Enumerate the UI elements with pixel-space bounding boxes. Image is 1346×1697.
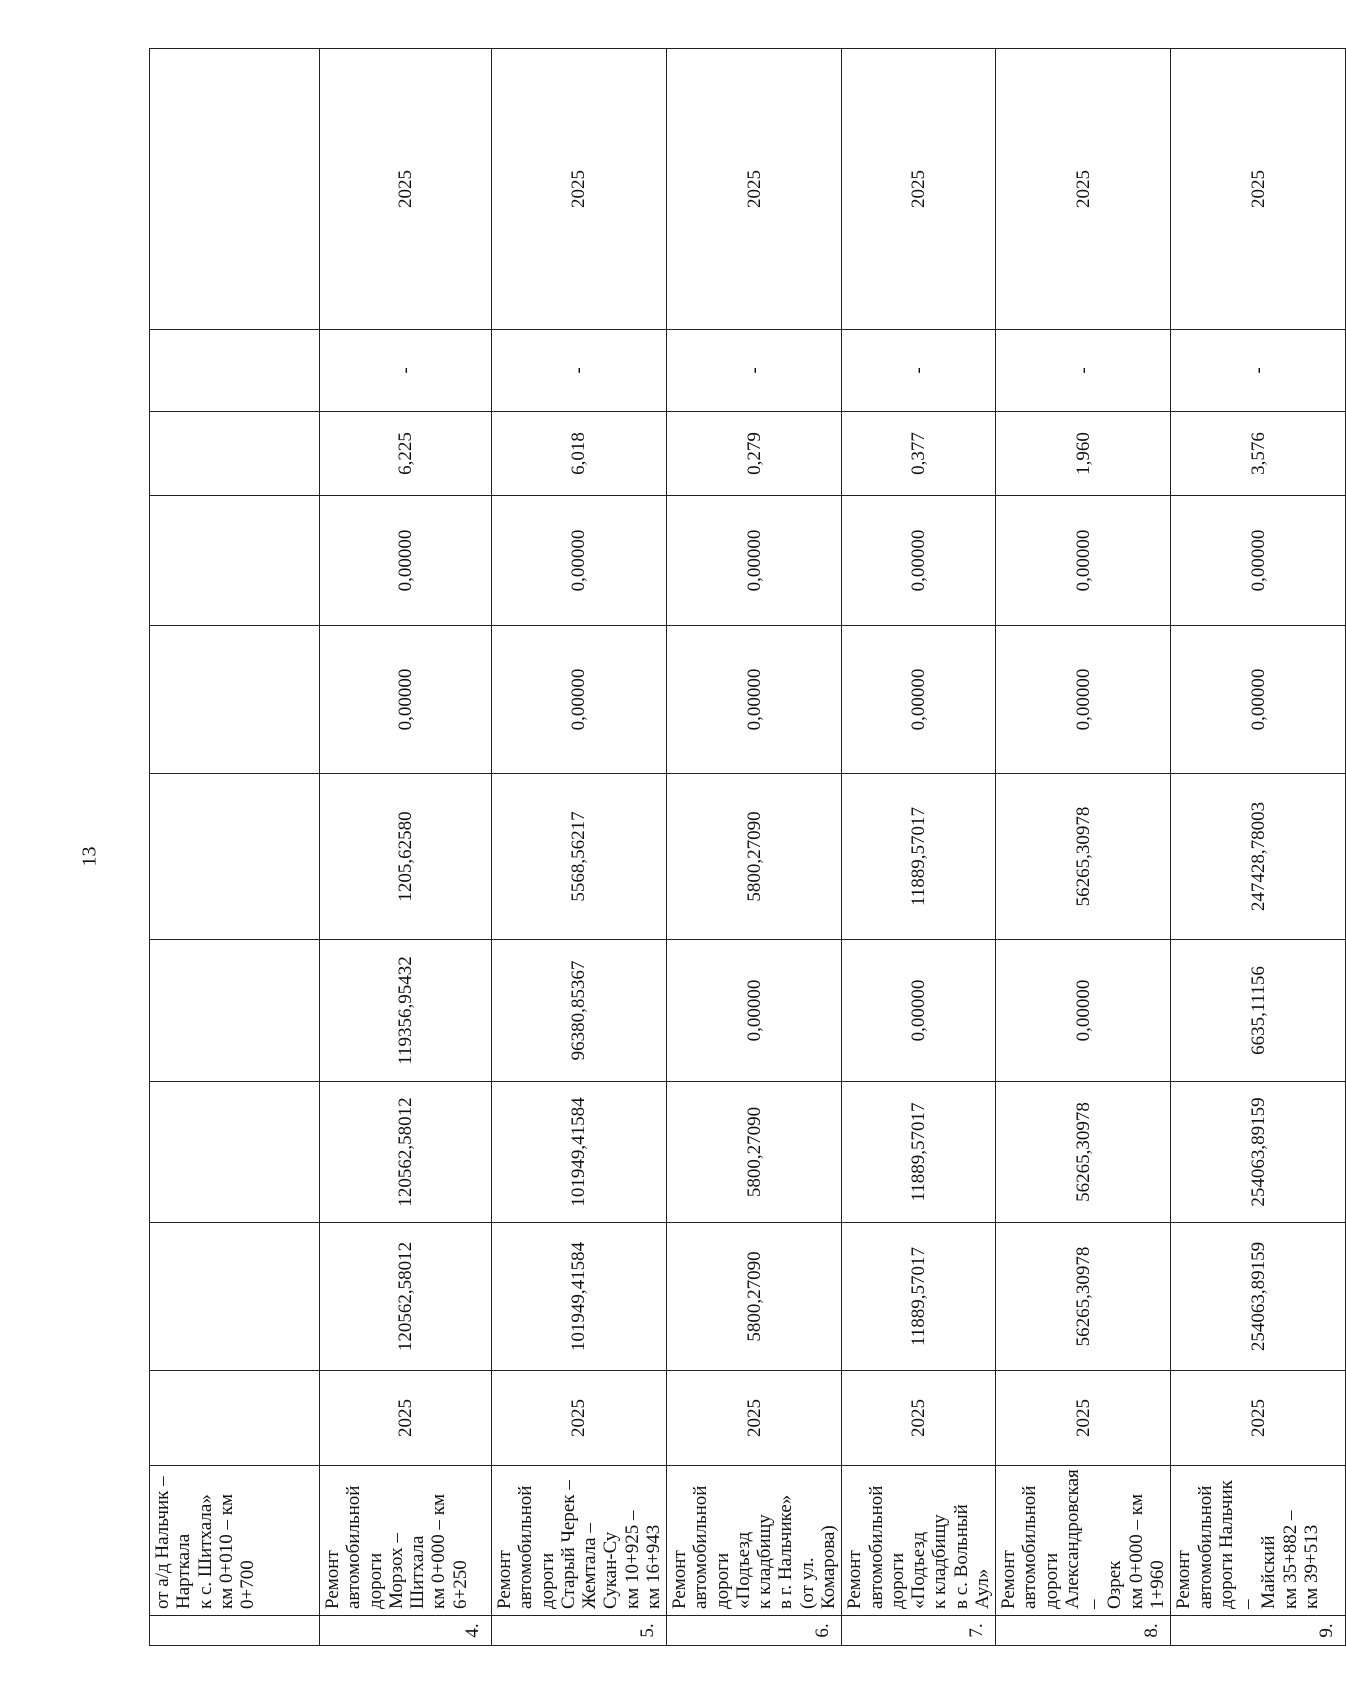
total-cost: 11889,57017 bbox=[842, 1223, 996, 1371]
row-index: 6. bbox=[667, 1616, 842, 1646]
regional-budget: 56265,30978 bbox=[996, 774, 1171, 940]
road-name-line: км 0+000 – км 1+960 bbox=[1125, 1494, 1168, 1609]
regional-budget: 1205,62580 bbox=[320, 774, 492, 940]
other-sources: 0,00000 bbox=[996, 496, 1171, 626]
start-year: 2025 bbox=[667, 1371, 842, 1466]
road-name-line: дороги bbox=[364, 1552, 386, 1609]
road-name-line: км 35+882 – bbox=[1279, 1510, 1301, 1609]
total-cost: 101949,41584 bbox=[492, 1223, 667, 1371]
federal-budget: 0,00000 bbox=[667, 940, 842, 1082]
road-name-line: в г. Нальчике» bbox=[775, 1494, 797, 1609]
table-row bbox=[667, 49, 842, 1646]
road-name-line: Ремонт bbox=[322, 1550, 343, 1609]
row-index: 8. bbox=[996, 1616, 1171, 1646]
regional-budget: 247428,78003 bbox=[1171, 774, 1346, 940]
page-number: 13 bbox=[78, 846, 101, 867]
length-km: 0,377 bbox=[842, 412, 996, 496]
federal-budget: 119356,95432 bbox=[320, 940, 492, 1082]
road-name-line: дороги Нальчик – bbox=[1215, 1480, 1259, 1609]
completion-year: 2025 bbox=[842, 49, 996, 330]
road-name bbox=[667, 1466, 842, 1616]
continuation-row bbox=[150, 49, 320, 1646]
road-name bbox=[1171, 1466, 1346, 1616]
road-name-line: Морзох – Шитхала bbox=[385, 1533, 429, 1609]
other-sources: 0,00000 bbox=[667, 496, 842, 626]
table-row bbox=[996, 49, 1171, 1646]
dash-value: - bbox=[320, 330, 492, 412]
road-name-line: дороги «Подъезд bbox=[711, 1531, 754, 1609]
start-year: 2025 bbox=[842, 1371, 996, 1466]
cost-year: 11889,57017 bbox=[842, 1082, 996, 1223]
road-name-line: Старый Черек – bbox=[557, 1480, 579, 1609]
total-cost: 254063,89159 bbox=[1171, 1223, 1346, 1371]
road-name-line: км 10+925 – bbox=[621, 1510, 643, 1609]
road-name-line: в с. Вольный Аул» bbox=[950, 1504, 993, 1609]
total-cost: 5800,27090 bbox=[667, 1223, 842, 1371]
road-name-line: км 39+513 bbox=[1300, 1524, 1322, 1609]
road-name-line: Александровская – bbox=[1061, 1469, 1105, 1609]
road-name-line: автомобильной bbox=[1194, 1485, 1216, 1609]
row-index: 9. bbox=[1171, 1616, 1346, 1646]
other-sources: 0,00000 bbox=[492, 496, 667, 626]
other-sources: 0,00000 bbox=[1171, 496, 1346, 626]
length-km: 3,576 bbox=[1171, 412, 1346, 496]
regional-budget: 11889,57017 bbox=[842, 774, 996, 940]
rotated-table-wrapper bbox=[149, 49, 1337, 1646]
road-name-line: км 16+943 bbox=[642, 1524, 664, 1609]
road-name-line: к кладбищу bbox=[754, 1514, 776, 1609]
road-name-line: Ремонт bbox=[669, 1550, 691, 1609]
road-name-line: км 0+000 – км 6+250 bbox=[428, 1494, 471, 1609]
road-name bbox=[492, 1466, 667, 1616]
road-name-line: автомобильной bbox=[690, 1485, 712, 1609]
completion-year: 2025 bbox=[320, 49, 492, 330]
road-repair-table bbox=[149, 48, 1346, 1646]
table-row bbox=[320, 49, 492, 1646]
row-index: 7. bbox=[842, 1616, 996, 1646]
road-name-line: Ремонт bbox=[494, 1550, 515, 1609]
road-name-line: дороги bbox=[1040, 1552, 1062, 1609]
dash-value: - bbox=[1171, 330, 1346, 412]
other-sources: 0,00000 bbox=[842, 496, 996, 626]
federal-budget: 0,00000 bbox=[996, 940, 1171, 1082]
local-budget: 0,00000 bbox=[1171, 626, 1346, 774]
road-name-line: дороги «Подъезд bbox=[886, 1531, 930, 1609]
local-budget: 0,00000 bbox=[320, 626, 492, 774]
length-km: 1,960 bbox=[996, 412, 1171, 496]
road-name-line: к кладбищу bbox=[929, 1514, 951, 1609]
cost-year: 120562,58012 bbox=[320, 1082, 492, 1223]
road-name bbox=[996, 1466, 1171, 1616]
local-budget: 0,00000 bbox=[842, 626, 996, 774]
regional-budget: 5800,27090 bbox=[667, 774, 842, 940]
local-budget: 0,00000 bbox=[667, 626, 842, 774]
road-name-line: (от ул. Комарова) bbox=[796, 1525, 839, 1609]
table-row bbox=[842, 49, 996, 1646]
start-year: 2025 bbox=[1171, 1371, 1346, 1466]
road-name-line: Ремонт bbox=[1173, 1550, 1195, 1609]
road-name-line: Ремонт bbox=[844, 1550, 866, 1609]
road-name-line: автомобильной bbox=[515, 1485, 537, 1609]
total-cost: 120562,58012 bbox=[320, 1223, 492, 1371]
local-budget: 0,00000 bbox=[492, 626, 667, 774]
length-km: 0,279 bbox=[667, 412, 842, 496]
continuation-index-cell bbox=[150, 1616, 320, 1646]
road-name-line: дороги bbox=[536, 1552, 558, 1609]
completion-year: 2025 bbox=[492, 49, 667, 330]
road-name-line: Жемтала – Сукан-Су bbox=[579, 1523, 622, 1609]
federal-budget: 96380,85367 bbox=[492, 940, 667, 1082]
cost-year: 5800,27090 bbox=[667, 1082, 842, 1223]
start-year: 2025 bbox=[492, 1371, 667, 1466]
road-name-line: автомобильной bbox=[343, 1485, 365, 1609]
road-name bbox=[320, 1466, 492, 1616]
cost-year: 56265,30978 bbox=[996, 1082, 1171, 1223]
cost-year: 101949,41584 bbox=[492, 1082, 667, 1223]
road-name-line: Озрек bbox=[1104, 1560, 1126, 1609]
table-row bbox=[492, 49, 667, 1646]
federal-budget: 0,00000 bbox=[842, 940, 996, 1082]
road-name-line: автомобильной bbox=[1019, 1485, 1041, 1609]
completion-year: 2025 bbox=[996, 49, 1171, 330]
road-name-line: Ремонт bbox=[998, 1550, 1020, 1609]
length-km: 6,018 bbox=[492, 412, 667, 496]
local-budget: 0,00000 bbox=[996, 626, 1171, 774]
row-index: 5. bbox=[492, 1616, 667, 1646]
road-name-line: автомобильной bbox=[865, 1485, 887, 1609]
start-year: 2025 bbox=[996, 1371, 1171, 1466]
regional-budget: 5568,56217 bbox=[492, 774, 667, 940]
other-sources: 0,00000 bbox=[320, 496, 492, 626]
completion-year: 2025 bbox=[667, 49, 842, 330]
row-index: 4. bbox=[320, 1616, 492, 1646]
total-cost: 56265,30978 bbox=[996, 1223, 1171, 1371]
continuation-name-cell: от а/д Нальчик – Нарткала к с. Шитхала» км 0+010 – км 0+700 bbox=[150, 1466, 320, 1616]
road-name bbox=[842, 1466, 996, 1616]
road-name-line: Майский bbox=[1258, 1535, 1280, 1609]
length-km: 6,225 bbox=[320, 412, 492, 496]
dash-value: - bbox=[492, 330, 667, 412]
dash-value: - bbox=[667, 330, 842, 412]
dash-value: - bbox=[842, 330, 996, 412]
completion-year: 2025 bbox=[1171, 49, 1346, 330]
cost-year: 254063,89159 bbox=[1171, 1082, 1346, 1223]
table-row bbox=[1171, 49, 1346, 1646]
federal-budget: 6635,11156 bbox=[1171, 940, 1346, 1082]
dash-value: - bbox=[996, 330, 1171, 412]
start-year: 2025 bbox=[320, 1371, 492, 1466]
